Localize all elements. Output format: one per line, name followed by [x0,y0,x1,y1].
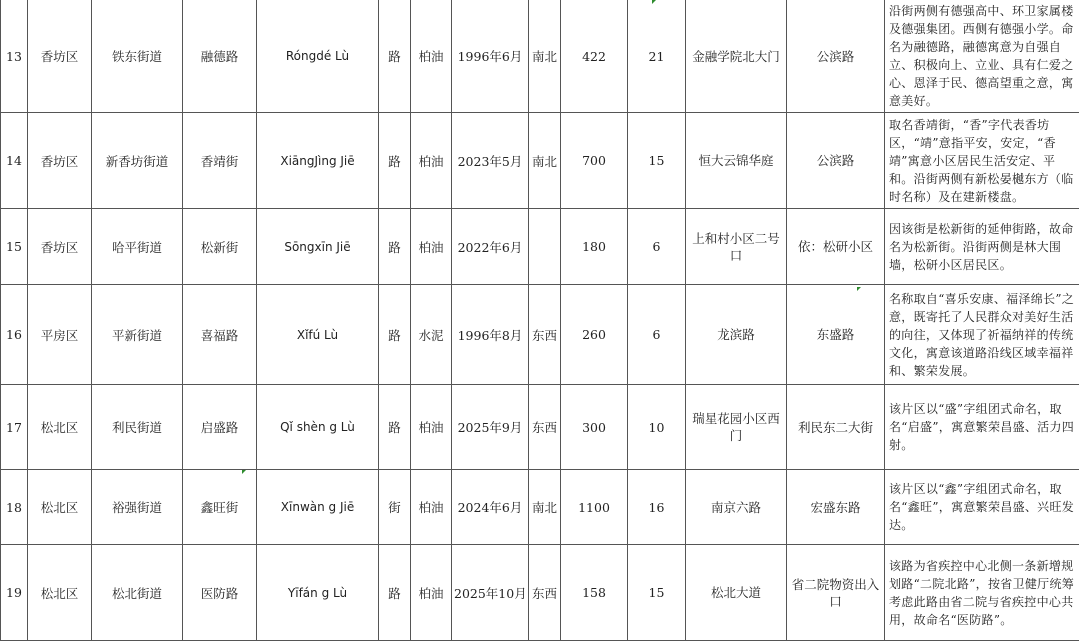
table-row [1,209,1079,285]
district-cell: 平房区 [28,285,92,385]
subdistrict-cell: 铁东街道 [92,0,183,113]
road-name-cell: 鑫旺街 [183,470,257,545]
subdistrict-cell: 新香坊街道 [92,113,183,209]
district-cell: 松北区 [28,385,92,470]
direction-cell [529,209,561,285]
surface-cell: 柏油 [411,545,452,641]
pinyin-cell: Xīnwàn g Jiē [257,470,379,545]
subdistrict-cell: 平新街道 [92,285,183,385]
date-cell: 2024年6月 [452,470,529,545]
end-point-cell: 依：松研小区 [787,209,885,285]
pinyin-cell: Xǐfú Lù [257,285,379,385]
table-row [1,545,1079,641]
naming-note-cell: 名称取自“喜乐安康、福泽绵长”之意，既寄托了人民群众对美好生活的向往，又体现了祈福纳祥的传统文化，寓意该道路沿线区域幸福祥和、繁荣发展。 [885,285,1079,385]
start-point-cell: 瑞星花园小区西门 [686,385,787,470]
surface-cell: 柏油 [411,209,452,285]
width-cell: 6 [628,285,686,385]
road-type-cell: 路 [379,545,411,641]
length-cell: 1100 [561,470,628,545]
end-point-cell: 省二院物资出入口 [787,545,885,641]
district-cell: 松北区 [28,545,92,641]
district-cell: 香坊区 [28,209,92,285]
start-point-cell: 松北大道 [686,545,787,641]
cell-comment-marker [242,470,246,474]
road-name-cell: 喜福路 [183,285,257,385]
end-point-cell: 公滨路 [787,113,885,209]
length-cell: 700 [561,113,628,209]
row-number: 15 [1,209,28,285]
start-point-cell: 恒大云锦华庭 [686,113,787,209]
district-cell: 香坊区 [28,0,92,113]
row-number: 13 [1,0,28,113]
row-number: 19 [1,545,28,641]
date-cell: 1996年8月 [452,285,529,385]
cell-comment-marker [652,0,656,4]
naming-note-cell: 该片区以“鑫”字组团式命名，取名“鑫旺”，寓意繁荣昌盛、兴旺发达。 [885,470,1079,545]
surface-cell: 柏油 [411,470,452,545]
end-point-cell: 利民东二大街 [787,385,885,470]
width-cell: 21 [628,0,686,113]
road-type-cell: 路 [379,285,411,385]
length-cell: 158 [561,545,628,641]
road-name-cell: 启盛路 [183,385,257,470]
subdistrict-cell: 裕强街道 [92,470,183,545]
length-cell: 422 [561,0,628,113]
date-cell: 2022年6月 [452,209,529,285]
road-type-cell: 路 [379,113,411,209]
subdistrict-cell: 利民街道 [92,385,183,470]
direction-cell: 南北 [529,113,561,209]
table-row [1,470,1079,545]
start-point-cell: 上和村小区二号口 [686,209,787,285]
pinyin-cell: Róngdé Lù [257,0,379,113]
cell-comment-marker [857,287,861,291]
naming-note-cell: 因该街是松新街的延伸街路，故命名为松新街。沿街两侧是林大围墙，松研小区居民区。 [885,209,1079,285]
subdistrict-cell: 哈平街道 [92,209,183,285]
length-cell: 180 [561,209,628,285]
road-type-cell: 路 [379,209,411,285]
date-cell: 2025年9月 [452,385,529,470]
pinyin-cell: Qǐ shèn g Lù [257,385,379,470]
road-type-cell: 路 [379,385,411,470]
naming-note-cell: 该路为省疾控中心北侧一条新增规划路“二院北路”，按省卫健厅统筹考虑此路由省二院与省疾控中心共用，故命名“医防路”。 [885,545,1079,641]
width-cell: 10 [628,385,686,470]
road-name-cell: 医防路 [183,545,257,641]
surface-cell: 柏油 [411,113,452,209]
district-cell: 松北区 [28,470,92,545]
pinyin-cell: XiāngJìng Jiē [257,113,379,209]
naming-note-cell: 该片区以“盛”字组团式命名，取名“启盛”，寓意繁荣昌盛、活力四射。 [885,385,1079,470]
table-row [1,0,1079,113]
width-cell: 16 [628,470,686,545]
start-point-cell: 金融学院北大门 [686,0,787,113]
naming-note-cell: 取名香靖街，“香”字代表香坊区，“靖”意指平安，安定，“香靖”寓意小区居民生活安定、平和。沿街两侧有新松晏樾东方（临时名称）及在建新楼盘。 [885,113,1079,209]
end-point-cell: 宏盛东路 [787,470,885,545]
width-cell: 15 [628,545,686,641]
subdistrict-cell: 松北街道 [92,545,183,641]
surface-cell: 柏油 [411,385,452,470]
date-cell: 2025年10月 [452,545,529,641]
end-point-cell: 公滨路 [787,0,885,113]
road-name-cell: 香靖街 [183,113,257,209]
table-row [1,285,1079,385]
date-cell: 2023年5月 [452,113,529,209]
direction-cell: 东西 [529,285,561,385]
road-type-cell: 街 [379,470,411,545]
length-cell: 260 [561,285,628,385]
surface-cell: 水泥 [411,285,452,385]
length-cell: 300 [561,385,628,470]
road-name-cell: 松新街 [183,209,257,285]
pinyin-cell: Yīfán g Lù [257,545,379,641]
width-cell: 6 [628,209,686,285]
row-number: 16 [1,285,28,385]
row-number: 18 [1,470,28,545]
road-name-cell: 融德路 [183,0,257,113]
surface-cell: 柏油 [411,0,452,113]
start-point-cell: 南京六路 [686,470,787,545]
table-row [1,113,1079,209]
end-point-cell: 东盛路 [787,285,885,385]
direction-cell: 南北 [529,470,561,545]
row-number: 14 [1,113,28,209]
row-number: 17 [1,385,28,470]
direction-cell: 东西 [529,545,561,641]
district-cell: 香坊区 [28,113,92,209]
direction-cell: 南北 [529,0,561,113]
pinyin-cell: Sōngxīn Jiē [257,209,379,285]
start-point-cell: 龙滨路 [686,285,787,385]
date-cell: 1996年6月 [452,0,529,113]
road-type-cell: 路 [379,0,411,113]
width-cell: 15 [628,113,686,209]
table-row [1,385,1079,470]
direction-cell: 东西 [529,385,561,470]
naming-note-cell: 沿街两侧有德强高中、环卫家属楼及德强集团。西侧有德强小学。命名为融德路，融德寓意为自强自立、积极向上、立业、具有仁爱之心、恩泽于民、德高望重之意，寓意美好。 [885,0,1079,113]
